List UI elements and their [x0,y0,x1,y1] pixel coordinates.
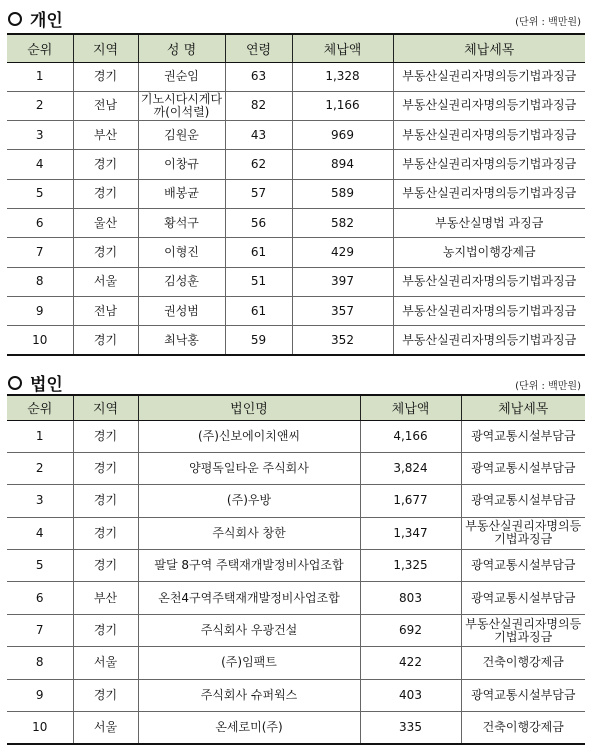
cell-amount: 1,347 [360,517,461,549]
cell-tax-item: 부동산실명법 과징금 [393,208,585,237]
cell-amount: 397 [292,267,393,296]
table-row [7,238,585,267]
cell-amount: 969 [292,121,393,150]
cell-name: 기노시다시게다까(이석렬) [138,91,225,120]
cell-amount: 1,677 [360,485,461,517]
cell-corp-name: 팔달 8구역 주택재개발정비사업조합 [138,550,360,582]
cell-region: 경기 [73,485,138,517]
individual-delinquent-table [7,33,585,356]
table-row [7,267,585,296]
table-row [7,452,585,484]
cell-rank: 4 [7,517,73,549]
table-row [7,712,585,744]
cell-amount: 352 [292,326,393,355]
cell-region: 경기 [73,150,138,179]
individual-unit: (단위 : 백만원) [515,17,581,28]
cell-corp-name: (주)신보에이치앤씨 [138,420,360,452]
cell-tax-item: 농지법이행강제금 [393,238,585,267]
cell-tax-item: 부동산실권리자명의등기법과징금 [393,296,585,325]
cell-amount: 1,166 [292,91,393,120]
cell-age: 82 [225,91,292,120]
cell-region: 경기 [73,179,138,208]
cell-tax-item: 광역교통시설부담금 [461,452,585,484]
cell-rank: 8 [7,647,73,679]
cell-region: 경기 [73,238,138,267]
table-row [7,296,585,325]
cell-region: 경기 [73,614,138,646]
column-header-region: 지역 [73,395,138,420]
cell-rank: 6 [7,582,73,614]
cell-rank: 1 [7,62,73,91]
cell-rank: 9 [7,296,73,325]
cell-rank: 8 [7,267,73,296]
cell-region: 경기 [73,679,138,711]
column-header-name: 성 명 [138,34,225,62]
cell-corp-name: 양평독일타운 주식회사 [138,452,360,484]
cell-name: 이형진 [138,238,225,267]
circle-bullet-icon [8,12,22,26]
table-row [7,614,585,646]
cell-rank: 2 [7,91,73,120]
individual-table-body [7,62,585,355]
cell-tax-item: 부동산실권리자명의등기법과징금 [461,517,585,549]
cell-age: 62 [225,150,292,179]
column-header-age: 연령 [225,34,292,62]
cell-corp-name: 주식회사 슈퍼웍스 [138,679,360,711]
cell-amount: 429 [292,238,393,267]
cell-corp-name: (주)우방 [138,485,360,517]
cell-amount: 1,328 [292,62,393,91]
cell-age: 59 [225,326,292,355]
cell-name: 김성훈 [138,267,225,296]
cell-rank: 5 [7,550,73,582]
corporate-unit: (단위 : 백만원) [515,381,581,392]
corporate-delinquent-table [7,394,585,745]
table-row [7,150,585,179]
cell-name: 최낙홍 [138,326,225,355]
cell-amount: 894 [292,150,393,179]
cell-region: 서울 [73,712,138,744]
cell-region: 부산 [73,582,138,614]
cell-region: 울산 [73,208,138,237]
cell-tax-item: 건축이행강제금 [461,712,585,744]
cell-region: 전남 [73,296,138,325]
cell-corp-name: 주식회사 창한 [138,517,360,549]
cell-age: 61 [225,238,292,267]
table-row [7,179,585,208]
cell-tax-item: 부동산실권리자명의등기법과징금 [393,91,585,120]
cell-region: 경기 [73,62,138,91]
individual-section-title [8,6,63,31]
corporate-header-row [7,395,585,420]
corporate-table-body [7,420,585,744]
table-row [7,208,585,237]
cell-tax-item: 부동산실권리자명의등기법과징금 [393,150,585,179]
table-row [7,485,585,517]
column-header-corp-name: 법인명 [138,395,360,420]
cell-rank: 5 [7,179,73,208]
cell-corp-name: (주)임팩트 [138,647,360,679]
cell-amount: 803 [360,582,461,614]
table-row [7,647,585,679]
table-row [7,679,585,711]
cell-amount: 403 [360,679,461,711]
cell-tax-item: 건축이행강제금 [461,647,585,679]
individual-title-text: 개인 [30,11,63,31]
cell-age: 63 [225,62,292,91]
table-row [7,420,585,452]
corporate-title-text: 법인 [30,375,63,395]
column-header-rank: 순위 [7,34,73,62]
cell-age: 61 [225,296,292,325]
cell-region: 전남 [73,91,138,120]
cell-amount: 422 [360,647,461,679]
cell-rank: 9 [7,679,73,711]
cell-name: 김원운 [138,121,225,150]
cell-region: 서울 [73,647,138,679]
cell-rank: 2 [7,452,73,484]
cell-rank: 3 [7,121,73,150]
column-header-rank: 순위 [7,395,73,420]
table-row [7,517,585,549]
column-header-amount: 체납액 [292,34,393,62]
cell-amount: 3,824 [360,452,461,484]
column-header-tax-item: 체납세목 [461,395,585,420]
table-row [7,550,585,582]
cell-name: 배봉균 [138,179,225,208]
cell-rank: 4 [7,150,73,179]
cell-region: 경기 [73,550,138,582]
cell-rank: 10 [7,712,73,744]
table-row [7,91,585,120]
table-row [7,326,585,355]
cell-name: 권성범 [138,296,225,325]
cell-amount: 589 [292,179,393,208]
individual-header-row [7,34,585,62]
table-row [7,121,585,150]
cell-region: 경기 [73,517,138,549]
cell-rank: 6 [7,208,73,237]
column-header-amount: 체납액 [360,395,461,420]
column-header-region: 지역 [73,34,138,62]
cell-region: 경기 [73,420,138,452]
corporate-section-title [8,370,63,395]
cell-tax-item: 부동산실권리자명의등기법과징금 [393,62,585,91]
cell-name: 이창규 [138,150,225,179]
cell-tax-item: 부동산실권리자명의등기법과징금 [393,121,585,150]
cell-amount: 357 [292,296,393,325]
cell-tax-item: 광역교통시설부담금 [461,420,585,452]
cell-corp-name: 온세로미(주) [138,712,360,744]
cell-rank: 7 [7,614,73,646]
cell-region: 경기 [73,326,138,355]
cell-tax-item: 부동산실권리자명의등기법과징금 [461,614,585,646]
cell-tax-item: 부동산실권리자명의등기법과징금 [393,179,585,208]
table-row [7,62,585,91]
cell-tax-item: 부동산실권리자명의등기법과징금 [393,326,585,355]
cell-rank: 3 [7,485,73,517]
cell-amount: 692 [360,614,461,646]
table-row [7,582,585,614]
cell-amount: 1,325 [360,550,461,582]
cell-amount: 4,166 [360,420,461,452]
cell-region: 부산 [73,121,138,150]
cell-tax-item: 광역교통시설부담금 [461,679,585,711]
cell-name: 권순임 [138,62,225,91]
cell-region: 서울 [73,267,138,296]
cell-name: 황석구 [138,208,225,237]
column-header-tax-item: 체납세목 [393,34,585,62]
cell-rank: 10 [7,326,73,355]
cell-rank: 1 [7,420,73,452]
cell-amount: 335 [360,712,461,744]
cell-age: 56 [225,208,292,237]
cell-amount: 582 [292,208,393,237]
cell-age: 51 [225,267,292,296]
cell-age: 43 [225,121,292,150]
circle-bullet-icon [8,376,22,390]
cell-tax-item: 광역교통시설부담금 [461,550,585,582]
cell-corp-name: 온천4구역주택재개발정비사업조합 [138,582,360,614]
cell-corp-name: 주식회사 우광건설 [138,614,360,646]
cell-tax-item: 광역교통시설부담금 [461,485,585,517]
cell-age: 57 [225,179,292,208]
cell-tax-item: 광역교통시설부담금 [461,582,585,614]
cell-rank: 7 [7,238,73,267]
cell-tax-item: 부동산실권리자명의등기법과징금 [393,267,585,296]
cell-region: 경기 [73,452,138,484]
